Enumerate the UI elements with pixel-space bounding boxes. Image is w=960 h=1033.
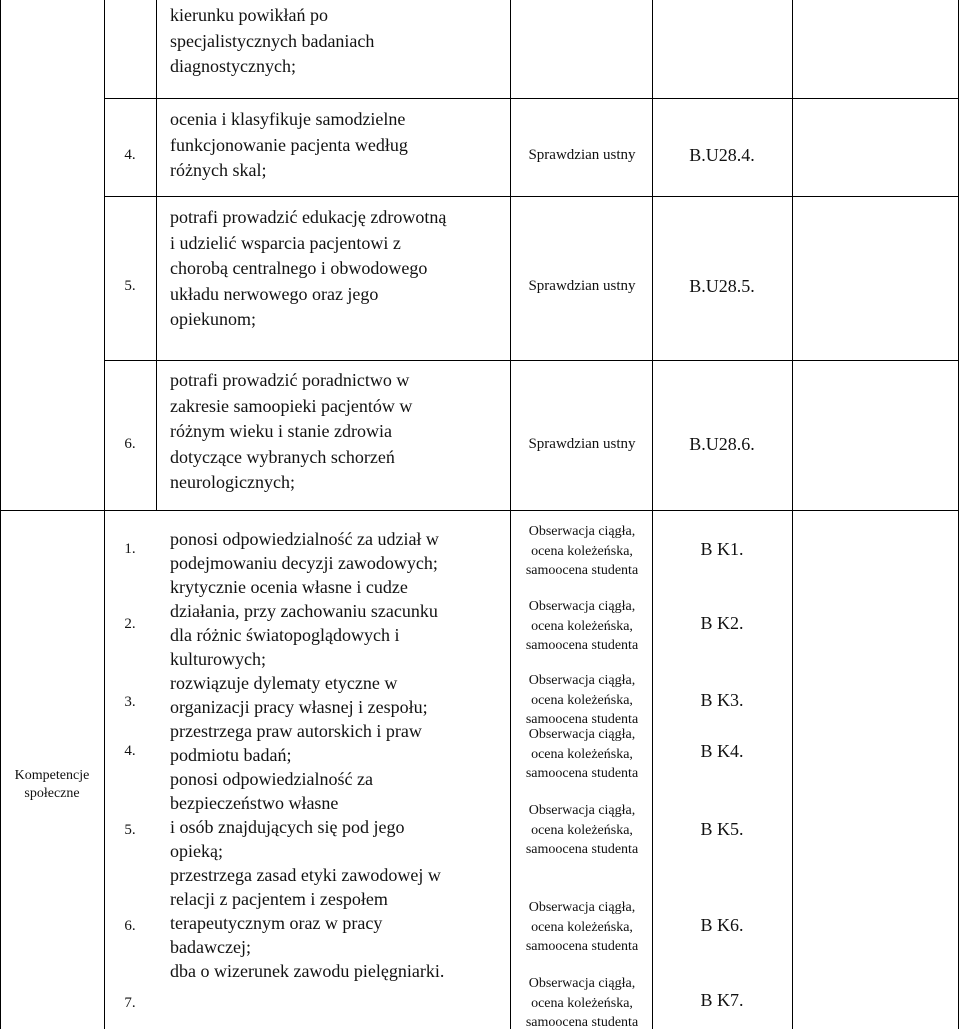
competence-number: 3. <box>124 694 136 710</box>
method-line: samoocena studenta <box>525 712 639 727</box>
row-4-method: Sprawdzian ustny <box>528 147 636 163</box>
competence-code: B K4. <box>700 741 744 761</box>
competence-number: 2. <box>124 616 136 632</box>
row-6-code: B.U28.6. <box>689 434 755 454</box>
competence-code: B K7. <box>700 990 744 1010</box>
row-5-code: B.U28.5. <box>689 276 755 296</box>
section-label <box>0 767 104 803</box>
method-line: samoocena studenta <box>525 766 639 781</box>
row-6-number: 6. <box>124 436 136 452</box>
competence-number: 7. <box>124 995 136 1011</box>
row-border-4 <box>0 510 959 511</box>
text-line: podmiotu badań; <box>170 745 292 765</box>
method-line: ocena koleżeńska, <box>531 995 633 1011</box>
competence-method <box>512 898 652 957</box>
method-line: samoocena studenta <box>525 638 639 653</box>
table-border-col3 <box>510 0 511 1029</box>
text-line: ocenia i klasyfikuje samodzielne <box>170 109 406 129</box>
competence-method <box>512 974 652 1033</box>
text-line: terapeutycznym oraz w pracy <box>170 913 383 933</box>
method-line: Obserwacja ciągła, <box>528 727 636 742</box>
text-line: ponosi odpowiedzialność za <box>170 769 373 789</box>
competence-number: 1. <box>124 541 136 557</box>
text-line: i osób znajdujących się pod jego <box>170 817 405 837</box>
text-line: opieką; <box>170 841 223 861</box>
text-line: funkcjonowanie pacjenta według <box>170 134 408 155</box>
competence-code: B K1. <box>700 539 744 559</box>
competence-number: 4. <box>124 743 136 759</box>
text-line: rozwiązuje dylematy etyczne w <box>170 673 398 693</box>
text-line: zakresie samoopieki pacjentów w <box>170 395 413 416</box>
method-line: ocena koleżeńska, <box>531 822 633 838</box>
row-4-code: B.U28.4. <box>689 145 755 165</box>
method-line: Obserwacja ciągła, <box>528 524 636 539</box>
section-label-line: społeczne <box>24 786 80 801</box>
competence-number: 5. <box>124 822 136 838</box>
text-line: bezpieczeństwo własne <box>170 793 339 813</box>
method-line: Obserwacja ciągła, <box>528 803 636 818</box>
text-line: chorobą centralnego i obwodowego <box>170 258 428 279</box>
text-line: diagnostycznych; <box>170 56 296 77</box>
competence-method <box>512 597 652 656</box>
table-border-right <box>958 0 959 1029</box>
text-line: dla różnic światopoglądowych i <box>170 625 400 645</box>
section-label-line: Kompetencje <box>14 768 90 783</box>
text-line: różnych skal; <box>170 160 267 181</box>
text-line: opiekunom; <box>170 309 256 330</box>
text-line: dotyczące wybranych schorzeń <box>170 446 395 467</box>
method-line: Obserwacja ciągła, <box>528 599 636 614</box>
row-border-1 <box>104 98 959 99</box>
competence-number: 6. <box>124 918 136 934</box>
text-line: różnym wieku i stanie zdrowia <box>170 421 392 442</box>
text-line: i udzielić wsparcia pacjentowi z <box>170 232 401 253</box>
competences-description <box>170 527 510 983</box>
competence-method <box>512 801 652 860</box>
text-line: układu nerwowego oraz jego <box>170 283 379 304</box>
method-line: samoocena studenta <box>525 563 639 578</box>
method-line: samoocena studenta <box>525 842 639 857</box>
method-line: Obserwacja ciągła, <box>528 673 636 688</box>
method-line: ocena koleżeńska, <box>531 919 633 935</box>
row-4-number: 4. <box>124 147 136 163</box>
row-5-method: Sprawdzian ustny <box>528 278 636 294</box>
text-line: neurologicznych; <box>170 472 295 493</box>
text-line: badawczej; <box>170 937 251 957</box>
method-line: samoocena studenta <box>525 939 639 954</box>
row-border-2 <box>104 196 959 197</box>
table-border-left <box>0 0 1 1029</box>
method-line: ocena koleżeńska, <box>531 692 633 708</box>
competence-code: B K3. <box>700 690 744 710</box>
text-line: przestrzega zasad etyki zawodowej w <box>170 865 441 885</box>
method-line: Obserwacja ciągła, <box>528 976 636 991</box>
competence-code: B K6. <box>700 915 744 935</box>
row-border-3 <box>104 360 959 361</box>
competence-method <box>512 671 652 730</box>
row-0-description <box>170 3 506 80</box>
row-4-description <box>170 107 506 184</box>
competence-method <box>512 725 652 784</box>
competence-code: B K5. <box>700 819 744 839</box>
row-6-description <box>170 368 506 496</box>
text-line: potrafi prowadzić edukację zdrowotną <box>170 207 447 227</box>
text-line: specjalistycznych badaniach <box>170 30 375 51</box>
text-line: relacji z pacjentem i zespołem <box>170 889 388 909</box>
row-5-description <box>170 205 506 333</box>
text-line: kierunku powikłań po <box>170 5 328 25</box>
table-border-col5 <box>792 0 793 1029</box>
text-line: działania, przy zachowaniu szacunku <box>170 601 438 621</box>
text-line: organizacji pracy własnej i zespołu; <box>170 697 428 717</box>
method-line: Obserwacja ciągła, <box>528 900 636 915</box>
method-line: ocena koleżeńska, <box>531 618 633 634</box>
text-line: podejmowaniu decyzji zawodowych; <box>170 553 438 573</box>
competence-code: B K2. <box>700 613 744 633</box>
row-6-method: Sprawdzian ustny <box>528 436 636 452</box>
text-line: krytycznie ocenia własne i cudze <box>170 577 408 597</box>
text-line: potrafi prowadzić poradnictwo w <box>170 370 410 390</box>
text-line: kulturowych; <box>170 649 266 669</box>
method-line: ocena koleżeńska, <box>531 746 633 762</box>
text-line: przestrzega praw autorskich i praw <box>170 721 422 741</box>
text-line: dba o wizerunek zawodu pielęgniarki. <box>170 961 445 981</box>
competence-method <box>512 522 652 581</box>
method-line: samoocena studenta <box>525 1015 639 1030</box>
text-line: ponosi odpowiedzialność za udział w <box>170 529 439 549</box>
table-border-col2 <box>156 0 157 510</box>
method-line: ocena koleżeńska, <box>531 543 633 559</box>
row-5-number: 5. <box>124 278 136 294</box>
